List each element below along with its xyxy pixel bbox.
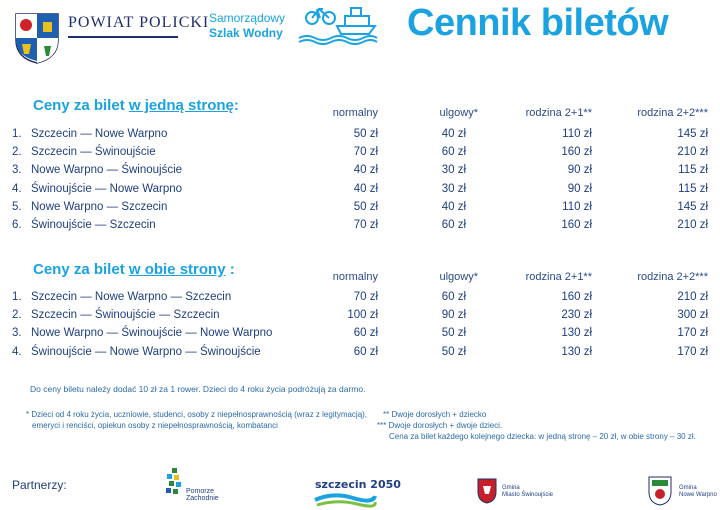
price-family21: 110 zł bbox=[562, 128, 592, 140]
round-trip-heading bbox=[33, 261, 235, 278]
route-name: Nowe Warpno — Świnoujście — Nowe Warpno bbox=[31, 327, 273, 340]
szlak-line1: Samorządowy bbox=[209, 11, 286, 25]
price-family22: 145 zł bbox=[677, 128, 708, 140]
round-trip-heading-underlined: w obie strony bbox=[128, 261, 226, 278]
price-family21: 130 zł bbox=[561, 327, 592, 340]
price-reduced: 60 zł bbox=[441, 219, 466, 231]
route-name: Szczecin — Świnoujście — Szczecin bbox=[31, 309, 220, 322]
price-family21: 90 zł bbox=[567, 164, 592, 177]
price-reduced: 50 zł bbox=[441, 327, 466, 340]
swinoujscie-logo bbox=[502, 485, 553, 499]
price-normal: 70 zł bbox=[353, 146, 378, 159]
col-family21-2: rodzina 2+1** bbox=[525, 271, 592, 283]
price-reduced: 40 zł bbox=[441, 128, 466, 140]
route-name: Świnoujście — Nowe Warpno — Świnoujście bbox=[31, 345, 261, 358]
nowe-warpno-line2: Nowe Warpno bbox=[679, 492, 717, 498]
row-number: 1. bbox=[12, 128, 22, 140]
pomorze-zachodnie-logo bbox=[186, 488, 219, 502]
reduced-note-line1: * Dzieci od 4 roku życia, uczniowie, studenci, osoby z niepełnosprawnością (wraz z legitymacją), bbox=[26, 410, 368, 419]
price-normal: 70 zł bbox=[353, 291, 378, 303]
price-reduced: 90 zł bbox=[441, 309, 466, 322]
price-family22: 210 zł bbox=[677, 219, 708, 231]
price-family22: 300 zł bbox=[677, 309, 708, 322]
bike-ship-icon bbox=[297, 4, 379, 44]
route-name: Szczecin — Nowe Warpno — Szczecin bbox=[31, 291, 232, 303]
price-normal: 40 zł bbox=[353, 164, 378, 177]
route-name: Szczecin — Świnoujście bbox=[31, 146, 156, 159]
table-row bbox=[0, 146, 720, 162]
table-row bbox=[0, 201, 720, 217]
price-family21: 160 zł bbox=[561, 219, 592, 231]
price-reduced: 30 zł bbox=[441, 164, 466, 177]
row-number: 6. bbox=[12, 219, 22, 231]
price-family22: 115 zł bbox=[678, 164, 708, 177]
col-reduced-1: ulgowy* bbox=[439, 107, 478, 119]
price-reduced: 30 zł bbox=[441, 182, 466, 195]
route-name: Nowe Warpno — Świnoujście bbox=[31, 164, 183, 177]
swinoujscie-line2: Miasto Świnoujście bbox=[502, 492, 554, 498]
page-title: Cennik biletów bbox=[407, 2, 669, 44]
org-name: POWIAT POLICKI bbox=[68, 14, 210, 31]
price-reduced: 60 zł bbox=[441, 146, 466, 159]
price-family21: 90 zł bbox=[567, 182, 592, 195]
table-row bbox=[0, 183, 720, 199]
bike-note: Do ceny biletu należy dodać 10 zł za 1 rower. Dzieci do 4 roku życia podróżują za darmo. bbox=[30, 384, 366, 394]
partners-label: Partnerzy: bbox=[12, 478, 67, 492]
route-name: Nowe Warpno — Szczecin bbox=[31, 200, 168, 213]
nowe-warpno-logo bbox=[679, 485, 717, 499]
price-family21: 130 zł bbox=[561, 345, 592, 358]
price-normal: 50 zł bbox=[353, 200, 378, 213]
table-row bbox=[0, 327, 720, 343]
table-row bbox=[0, 309, 720, 325]
route-name: Świnoujście — Nowe Warpno bbox=[31, 182, 183, 195]
row-number: 2. bbox=[12, 309, 22, 322]
col-family22-1: rodzina 2+2*** bbox=[637, 107, 708, 119]
price-family22: 210 zł bbox=[677, 291, 708, 303]
col-family21-1: rodzina 2+1** bbox=[525, 107, 592, 119]
table-row bbox=[0, 128, 720, 144]
row-number: 5. bbox=[12, 200, 22, 213]
one-way-heading-prefix: Ceny za bilet bbox=[33, 97, 129, 114]
price-normal: 70 zł bbox=[353, 219, 378, 231]
col-reduced-2: ulgowy* bbox=[439, 271, 478, 283]
price-family21: 230 zł bbox=[561, 309, 592, 322]
reduced-note-line2: emeryci i renciści, opiekun osoby z niepełnosprawnością, kombatanci bbox=[32, 421, 278, 430]
org-name-underline bbox=[68, 36, 178, 38]
family22-note: *** Dwoje dorosłych + dwoje dzieci. bbox=[377, 421, 503, 430]
price-family21: 110 zł bbox=[562, 200, 592, 213]
price-normal: 60 zł bbox=[353, 327, 378, 340]
price-family22: 115 zł bbox=[678, 182, 708, 195]
family21-note: ** Dwoje dorosłych + dziecko bbox=[383, 410, 487, 419]
route-name: Świnoujście — Szczecin bbox=[31, 219, 156, 231]
swinoujscie-crest-icon bbox=[477, 478, 497, 504]
price-normal: 100 zł bbox=[347, 309, 378, 322]
round-trip-heading-prefix: Ceny za bilet bbox=[33, 261, 129, 278]
price-family21: 160 zł bbox=[561, 146, 592, 159]
one-way-heading-underlined: w jedną stronę bbox=[128, 97, 234, 114]
szczecin-logo-text: szczecin 2050 bbox=[315, 478, 401, 491]
family-notes bbox=[377, 409, 707, 442]
route-name: Szczecin — Nowe Warpno bbox=[31, 128, 168, 140]
row-number: 4. bbox=[12, 345, 22, 358]
col-normal-2: normalny bbox=[332, 271, 378, 283]
round-trip-heading-suffix: : bbox=[225, 261, 235, 278]
price-family22: 170 zł bbox=[677, 327, 708, 340]
price-family22: 145 zł bbox=[677, 200, 708, 213]
row-number: 3. bbox=[12, 164, 22, 177]
pomorze-zachodnie-logo-icon bbox=[164, 466, 186, 500]
extra-child-note: Cena za bilet każdego kolejnego dziecka: w jedną stronę – 20 zł, w obie strony – 30 zł. bbox=[389, 432, 696, 441]
pomorze-line1: Pomorze bbox=[186, 488, 215, 495]
one-way-heading bbox=[33, 97, 239, 114]
pomorze-line2: Zachodnie bbox=[186, 495, 219, 502]
price-family22: 170 zł bbox=[677, 345, 708, 358]
szczecin-logo-icon bbox=[313, 474, 401, 508]
powiat-crest-icon bbox=[14, 12, 60, 64]
table-row bbox=[0, 346, 720, 362]
price-reduced: 60 zł bbox=[441, 291, 466, 303]
price-family22: 210 zł bbox=[677, 146, 708, 159]
col-normal-1: normalny bbox=[332, 107, 378, 119]
table-row bbox=[0, 164, 720, 180]
swinoujscie-line1: Gmina bbox=[502, 485, 520, 491]
price-normal: 60 zł bbox=[353, 345, 378, 358]
szlak-line2: Szlak Wodny bbox=[209, 26, 283, 40]
nowe-warpno-crest-icon bbox=[648, 476, 672, 506]
szlak-wodny-logo bbox=[209, 11, 285, 41]
price-reduced: 50 zł bbox=[441, 345, 466, 358]
price-normal: 40 zł bbox=[353, 182, 378, 195]
row-number: 4. bbox=[12, 182, 22, 195]
price-reduced: 40 zł bbox=[441, 200, 466, 213]
col-family22-2: rodzina 2+2*** bbox=[637, 271, 708, 283]
table-row bbox=[0, 291, 720, 307]
row-number: 1. bbox=[12, 291, 22, 303]
table-row bbox=[0, 219, 720, 235]
row-number: 3. bbox=[12, 327, 22, 340]
price-normal: 50 zł bbox=[353, 128, 378, 140]
reduced-note bbox=[26, 409, 371, 431]
price-family21: 160 zł bbox=[561, 291, 592, 303]
row-number: 2. bbox=[12, 146, 22, 159]
one-way-heading-suffix: : bbox=[233, 97, 239, 114]
nowe-warpno-line1: Gmina bbox=[679, 485, 697, 491]
